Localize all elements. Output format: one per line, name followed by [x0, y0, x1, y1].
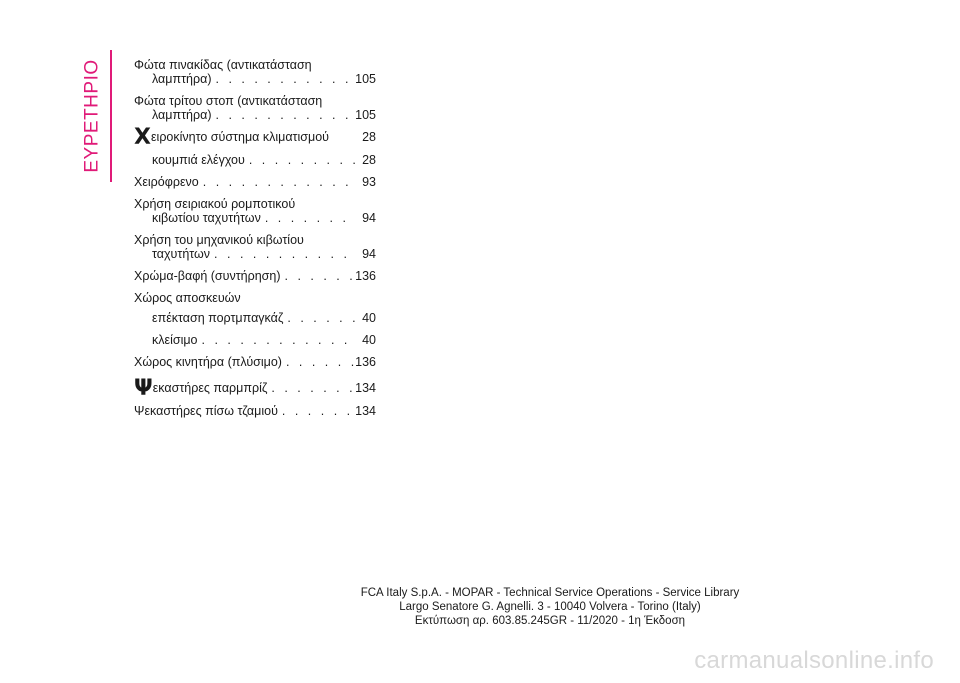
footer-line-edition: Εκτύπωση αρ. 603.85.245GR - 11/2020 - 1η Έκδοση — [414, 615, 686, 627]
index-entry — [134, 333, 376, 347]
index-entry-label: Χώρος κινητήρα (πλύσιμο) — [134, 355, 282, 369]
index-entry-page: 94 — [362, 247, 376, 261]
index-entry-page: 40 — [362, 311, 376, 325]
leader-dots — [210, 247, 356, 261]
footer-line-company: FCA Italy S.p.A. - MOPAR - Technical Service Operations - Service Library — [360, 587, 740, 599]
leader-dots — [278, 404, 355, 418]
watermark: carmanualsonline.info — [694, 647, 934, 674]
index-entry — [134, 376, 376, 401]
section-tab — [82, 50, 104, 182]
leader-dots — [281, 269, 356, 283]
index-entry-label: κουμπιά ελέγχου — [152, 153, 245, 167]
index-entry-heading: Φώτα τρίτου στοπ (αντικατάσταση — [134, 94, 323, 108]
leader-dots — [267, 381, 355, 395]
leader-dots — [261, 211, 356, 225]
leader-dots — [199, 175, 356, 189]
index-entry-label: επέκταση πορτμπαγκάζ — [152, 311, 284, 325]
index-entry — [134, 125, 376, 150]
index-entry — [134, 175, 376, 189]
index-entry-page: 136 — [355, 269, 376, 283]
leader-dots — [198, 333, 357, 347]
publisher-footer — [200, 586, 900, 628]
index-entry-label: λαμπτήρα) — [152, 108, 212, 122]
index-entry-label: Χειρόφρενο — [134, 175, 199, 189]
index-entry — [134, 58, 376, 86]
index-entry — [134, 269, 376, 283]
index-entry-heading: Χώρος αποσκευών — [134, 291, 241, 305]
index-entry — [134, 153, 376, 167]
index-entry-label: εκαστήρες παρμπρίζ — [152, 381, 268, 395]
index-entry-label: κλείσιμο — [152, 333, 198, 347]
index-entry-page: 28 — [362, 130, 376, 144]
index-entry-label: κιβωτίου ταχυτήτων — [152, 211, 261, 225]
index-entry-page: 93 — [362, 175, 376, 189]
letter-initial: Ψ — [134, 376, 153, 401]
index-entry-page: 134 — [355, 381, 376, 395]
index-entry-label: ειροκίνητο σύστημα κλιματισμού — [150, 130, 329, 144]
index-entry-page: 134 — [355, 404, 376, 418]
index-entry — [134, 355, 376, 369]
index-entry-page: 105 — [355, 108, 376, 122]
leader-dots — [245, 153, 356, 167]
index-entry-page: 94 — [362, 211, 376, 225]
index-entry — [134, 291, 376, 325]
index-entry — [134, 404, 376, 418]
index-entry — [134, 197, 376, 225]
leader-dots — [212, 72, 356, 86]
index-entry-page: 28 — [362, 153, 376, 167]
leader-dots — [212, 108, 356, 122]
leader-dots — [283, 311, 356, 325]
section-tab-rule — [110, 50, 112, 182]
footer-line-address: Largo Senatore G. Agnelli. 3 - 10040 Volvera - Torino (Italy) — [399, 601, 701, 613]
index-entry-page: 105 — [355, 72, 376, 86]
index-entry-label: ταχυτήτων — [152, 247, 211, 261]
index-entry — [134, 94, 376, 122]
index-entry-heading: Χρήση σειριακού ρομποτικού — [134, 197, 296, 211]
index-entry-label: Χρώμα-βαφή (συντήρηση) — [134, 269, 281, 283]
index-list — [134, 58, 376, 426]
index-entry-label: Ψεκαστήρες πίσω τζαμιού — [134, 404, 278, 418]
index-entry-page: 136 — [355, 355, 376, 369]
letter-initial: Χ — [134, 125, 151, 150]
index-entry — [134, 233, 376, 261]
index-entry-label: λαμπτήρα) — [152, 72, 212, 86]
leader-dots — [282, 355, 355, 369]
section-tab-label: ΕΥΡΕΤΗΡΙΟ — [82, 59, 103, 173]
index-entry-page: 40 — [362, 333, 376, 347]
index-entry-heading: Φώτα πινακίδας (αντικατάσταση — [134, 58, 312, 72]
index-entry-heading: Χρήση του μηχανικού κιβωτίου — [134, 233, 304, 247]
